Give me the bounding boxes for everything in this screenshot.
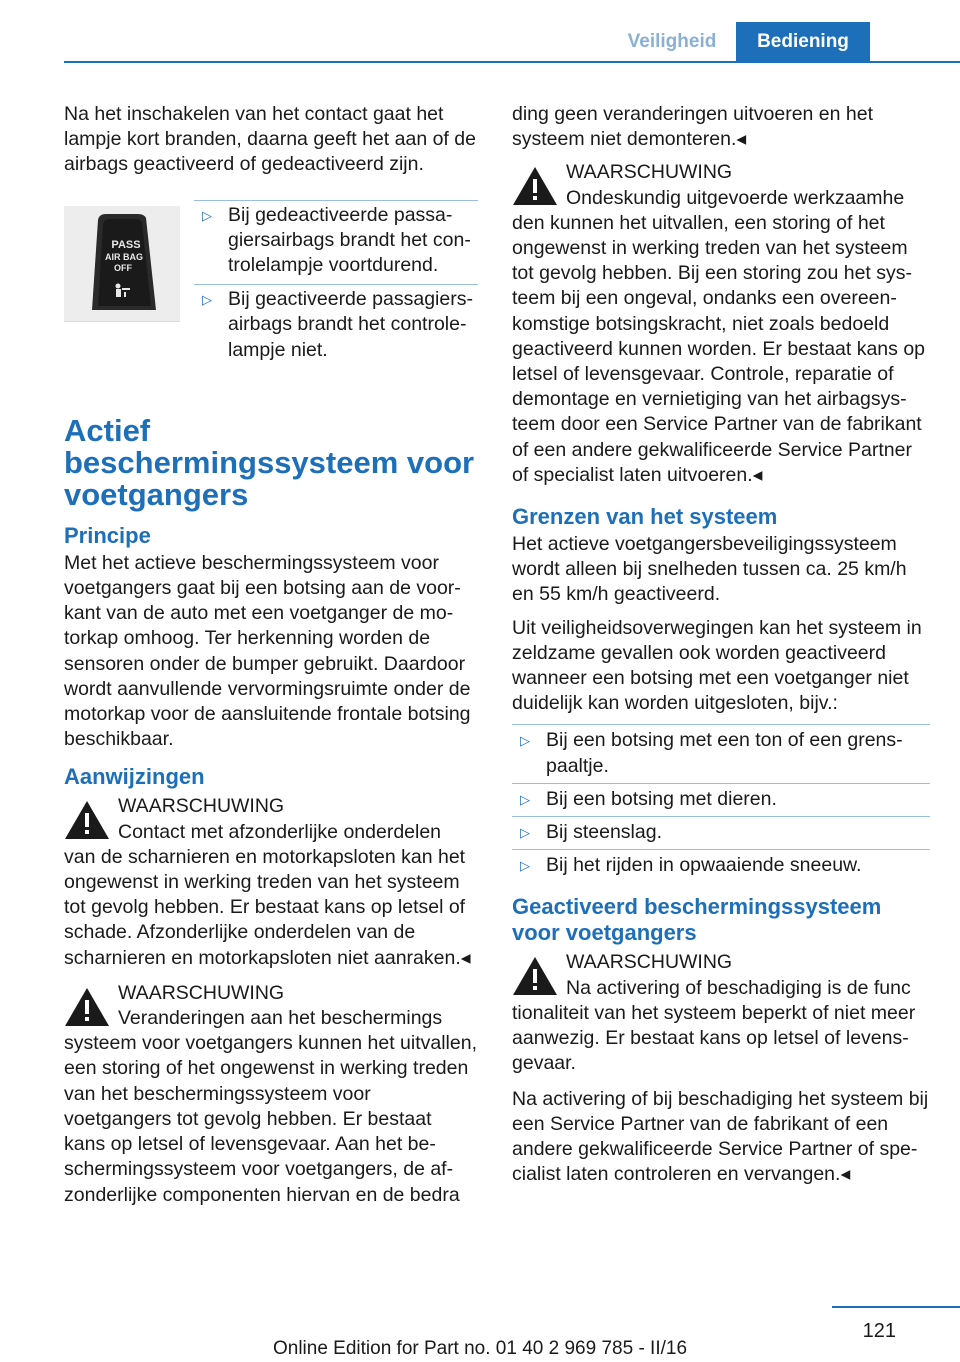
list-item-text: Bij steenslag.: [546, 821, 662, 844]
continued-paragraph: ding geen veranderingen uitvoeren en het systeem niet demonteren.◂: [512, 103, 874, 151]
page-header: [0, 0, 960, 62]
tab-bediening[interactable]: Bediening: [736, 22, 870, 62]
left-column: [64, 102, 478, 1218]
indicator-bullet-list: [194, 200, 478, 369]
warning-text: tionaliteit van het systeem beperkt of niet meer aanwezig. Er bestaat kans op letsel of levensgevaar.: [512, 1001, 916, 1075]
list-item-text: Bij geactiveerde passagiersairbags brandt het controlelampje niet.: [228, 288, 473, 361]
warning-triangle-icon: [512, 166, 558, 206]
list-item-text: Bij het rijden in opwaaiende sneeuw.: [546, 854, 862, 877]
section-title: Actief beschermingssysteem voor voetgangers: [64, 412, 475, 512]
warning-text: systeem voor voetgangers kunnen het uitvallen, een storing of het ongewenst in werking treden van het beschermingssysteem voor voetgangers tot gevolg hebben. Er bestaat kans op letsel of levensgevaar. Aan het beschermingssysteem voor voetgangers, de afzonderlijke componenten hiervan en de bedra: [64, 1032, 477, 1206]
warning-label: WAARSCHUWING: [566, 161, 733, 184]
footer-rule: [832, 1306, 960, 1308]
list-item: [194, 285, 478, 369]
principe-title: Principe: [64, 522, 151, 548]
list-item: [512, 784, 930, 817]
pass-airbag-off-image: [64, 206, 180, 322]
final-paragraph: Na activering of bij beschadiging het systeem bij een Service Partner van de fabrikant of een andere gekwalificeerde Service Partner of specialist laten controleren en vervangen.◂: [512, 1087, 929, 1186]
list-item: [512, 725, 930, 783]
grenzen-bullet-list: [512, 724, 930, 882]
geactiveerd-title: Geactiveerd beschermingssysteem voor voetgangers: [512, 894, 882, 946]
grenzen-paragraph-2: Uit veiligheidsoverwegingen kan het systeem in zeldzame gevallen ook worden geactiveerd wanneer een botsing met een voetganger niet duidelijk kan worden uitgesloten, bijv.:: [512, 616, 922, 715]
warning-triangle-icon: [64, 800, 110, 840]
warning-label: WAARSCHUWING: [566, 951, 733, 974]
header-rule: [64, 61, 960, 63]
warning-label: WAARSCHUWING: [118, 795, 285, 818]
airbag-indicator-block: [64, 200, 478, 369]
triangle-right-icon: ▷: [520, 825, 530, 841]
list-item: [512, 817, 930, 850]
grenzen-title: Grenzen van het systeem: [512, 504, 778, 530]
triangle-right-icon: ▷: [520, 733, 530, 749]
triangle-right-icon: ▷: [202, 207, 212, 223]
warning-triangle-icon: [64, 987, 110, 1027]
principe-paragraph: Met het actieve beschermingssysteem voor voetgangers gaat bij een botsing aan de voorkant van de auto met een voetganger de motorkap omhoog. Ter herkenning worden de sensoren onder de bumper gebruikt. Daardoor wordt aanvullende vervormingsruimte onder de motorkap voor de aansluitende frontale botsing beschikbaar.: [64, 551, 471, 751]
warning-text: van de scharnieren en motorkapsloten kan het ongewenst in werking treden van het systeem tot gevolg hebben. Er bestaat kans op letsel of schade. Afzonderlijke onderdelen van de scharnieren en motorkapsloten niet aanraken.◂: [64, 845, 471, 969]
tab-veiligheid[interactable]: Veiligheid: [627, 31, 717, 52]
list-item: [512, 850, 930, 882]
warning-first-line: Contact met afzonderlijke onderdelen: [118, 820, 442, 843]
warning-first-line: Na activering of beschadiging is de func: [566, 976, 911, 999]
warning-block: [64, 794, 478, 970]
edition-text: Online Edition for Part no. 01 40 2 969 785 - II/16: [272, 1338, 688, 1359]
warning-first-line: Veranderingen aan het beschermings: [118, 1007, 443, 1030]
image-label-airbag: AIR BAG: [105, 251, 143, 262]
warning-block: [512, 160, 930, 488]
warning-label: WAARSCHUWING: [118, 981, 285, 1004]
aanwijzingen-title: Aanwijzingen: [64, 764, 205, 790]
intro-paragraph: Na het inschakelen van het contact gaat het lampje kort branden, daarna geeft het aan of de airbags geactiveerd of gedeactiveerd zijn.: [64, 103, 476, 176]
list-item-text: Bij gedeactiveerde passagiersairbags brandt het controlelampje voortdurend.: [228, 203, 471, 277]
list-item-text: Bij een botsing met een ton of een grenspaaltje.: [546, 729, 903, 777]
triangle-right-icon: ▷: [520, 858, 530, 874]
warning-triangle-icon: [512, 956, 558, 996]
warning-block: [64, 981, 478, 1208]
page-number: 121: [862, 1320, 896, 1342]
image-label-pass: PASS: [111, 238, 141, 251]
triangle-right-icon: ▷: [520, 791, 530, 807]
list-item: [194, 201, 478, 286]
page-footer: [0, 1306, 960, 1362]
triangle-right-icon: ▷: [202, 292, 212, 308]
grenzen-paragraph-1: Het actieve voetgangersbeveiligingssysteem wordt alleen bij snelheden tussen ca. 25 km/h en 55 km/h geactiveerd.: [512, 533, 907, 606]
warning-block: [512, 950, 930, 1076]
image-label-off: OFF: [114, 262, 132, 273]
warning-text: den kunnen het uitvallen, een storing of het ongewenst in werking treden van het systeem tot gevolg hebben. Bij een storing zou het systeem bij een ongeval, ondanks een overeenkomstige botsingskracht, niet zoals bedoeld geactiveerd kunnen worden. Er bestaat kans op letsel of levensgevaar. Controle, reparatie of demontage en vernietiging van het airbagsysteem door een Service Partner van de fabrikant of een andere gekwalificeerde Service Partner of specialist laten uitvoeren.◂: [512, 211, 926, 486]
right-column: [512, 102, 930, 1195]
list-item-text: Bij een botsing met dieren.: [546, 787, 777, 810]
indicator-bullets: [194, 200, 478, 369]
warning-first-line: Ondeskundig uitgevoerde werkzaamhe: [566, 186, 905, 209]
